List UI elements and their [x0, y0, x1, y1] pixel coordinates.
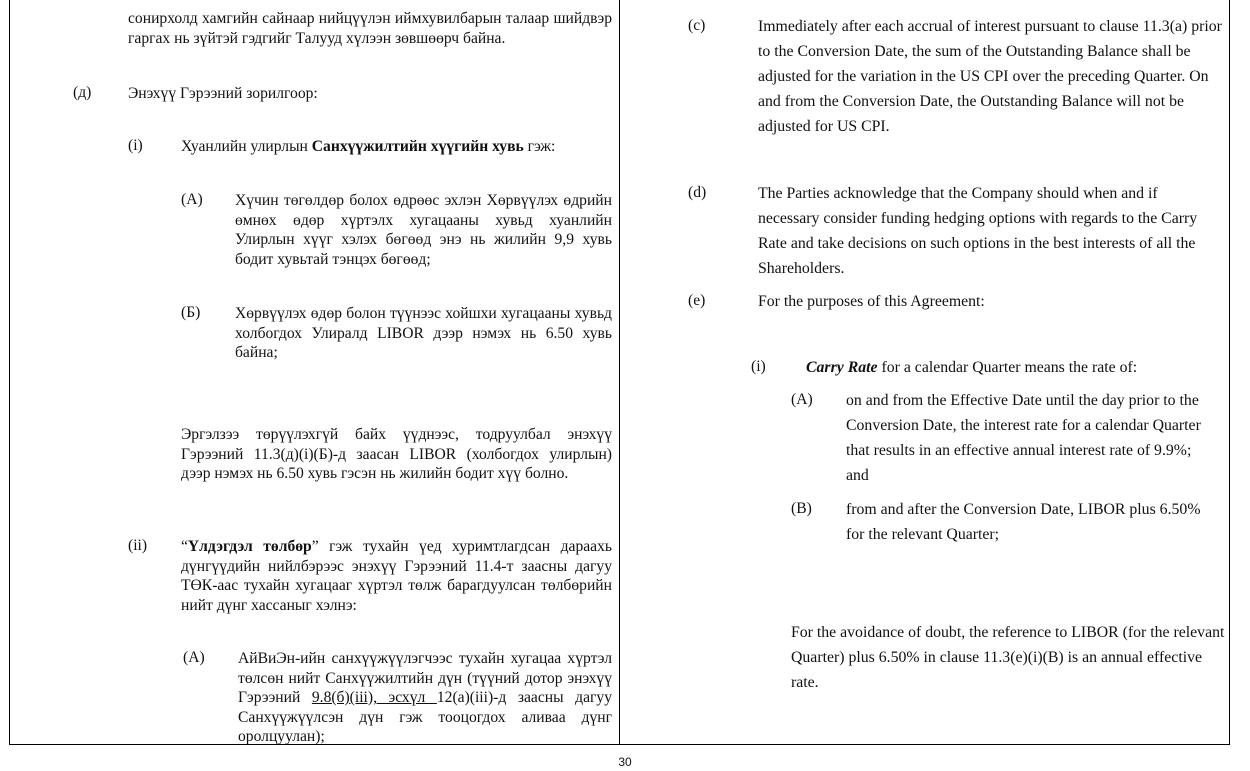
right-d-label: (d) — [688, 184, 707, 201]
right-c-label: (c) — [688, 17, 706, 34]
left-d-label: (д) — [73, 84, 92, 101]
left-B-text: Хөрвүүлэх өдөр болон түүнээс хойшхи хугацааны хувьд холбогдох Улиралд LIBOR дээр нэмэх нь 6.50 хувь байна; — [235, 305, 612, 362]
right-d-text: The Parties acknowledge that the Company should when and if necessary consider funding hedging options with regards to the Carry Rate and take decisions on such options in the best interests of all the Shareholders. — [758, 185, 1198, 277]
left-doubt-paragraph: Эргэлзээ төрүүлэхгүй байх үүднээс, тодруулбал энэхүү Гэрээний 11.3(д)(i)(Б)-д заасан LIBOR (холбогдох улирлын) дээр нэмэх нь 6.50 хувь гэсэн нь жилийн бодит хүү болно. — [181, 426, 612, 483]
left-A2-label: (A) — [183, 649, 205, 666]
left-ii-text: “Үлдэгдэл төлбөр” гэж тухайн үед хуримтлагдсан дараахь дүнгүүдийн нийлбэрээс энэхүү Гэрээний 11.4-т заасны дагуу ТӨК-аас тухайн хугацааг хүртэл төлж барагдуулсан төлбөрийн нийт дүнг хассаныг хэлнэ: — [181, 538, 612, 614]
right-B-label: (B) — [791, 500, 812, 517]
right-c-text: Immediately after each accrual of interest pursuant to clause 11.3(a) prior to the Conversion Date, the sum of the Outstanding Balance shall be adjusted for the variation in the US CPI over the preceding Quarter. On and from the Conversion Date, the Outstanding Balance will not be adjusted for US CPI. — [758, 18, 1222, 135]
right-B-text: from and after the Conversion Date, LIBOR plus 6.50% for the relevant Quarter; — [846, 501, 1201, 543]
left-A-label: (A) — [181, 191, 203, 208]
column-divider — [619, 0, 620, 745]
right-A-text: on and from the Effective Date until the day prior to the Conversion Date, the interest rate for a calendar Quarter that results in an effective annual interest rate of 9.9%; and — [846, 392, 1201, 484]
left-d-text: Энэхүү Гэрээний зорилгоор: — [128, 85, 318, 102]
left-i-text: Хуанлийн улирлын Санхүүжилтийн хүүгийн хувь гэж: — [181, 138, 556, 155]
left-ii-label: (ii) — [128, 537, 148, 554]
right-i-label: (i) — [751, 358, 766, 375]
right-e-label: (e) — [688, 292, 706, 309]
right-e-text: For the purposes of this Agreement: — [758, 293, 985, 310]
left-top-continuation: сонирхолд хамгийн сайнаар нийцүүлэн иймхувилбарын талаар шийдвэр гаргах нь зүйтэй гэдгийг Талууд хүлээн зөвшөөрч байна. — [128, 10, 612, 47]
left-A2-text: АйВиЭн-ийн санхүүжүүлэгчээс тухайн хугацаа хүртэл төлсөн нийт Санхүүжилтийн дүн (түүний дотор энэхүү Гэрээний 9.8(б)(iii), эсхүл 12(а)(iii)-д заасны дагуу Санхүүжүүлсэн дүн гэж тооцогдох аливаа дүнг оролцуулан); — [238, 650, 612, 746]
left-i-label: (i) — [128, 137, 143, 154]
page-number: 30 — [618, 755, 632, 769]
right-A-label: (A) — [791, 391, 813, 408]
right-i-text: Carry Rate for a calendar Quarter means the rate of: — [806, 359, 1138, 376]
right-doubt-paragraph: For the avoidance of doubt, the reference to LIBOR (for the relevant Quarter) plus 6.50% in clause 11.3(e)(i)(B) is an annual effective rate. — [791, 624, 1225, 691]
left-B-label: (Б) — [181, 304, 201, 321]
left-A-text: Хүчин төгөлдөр болох өдрөөс эхлэн Хөрвүүлэх өдрийн өмнөх өдөр хүртэлх хугацааны хувьд хуанлийн Улирлын хүүг хэлэх бөгөөд энэ нь жилийн 9,9 хувь бодит хувьтай тэнцэх бөгөөд; — [235, 192, 612, 268]
